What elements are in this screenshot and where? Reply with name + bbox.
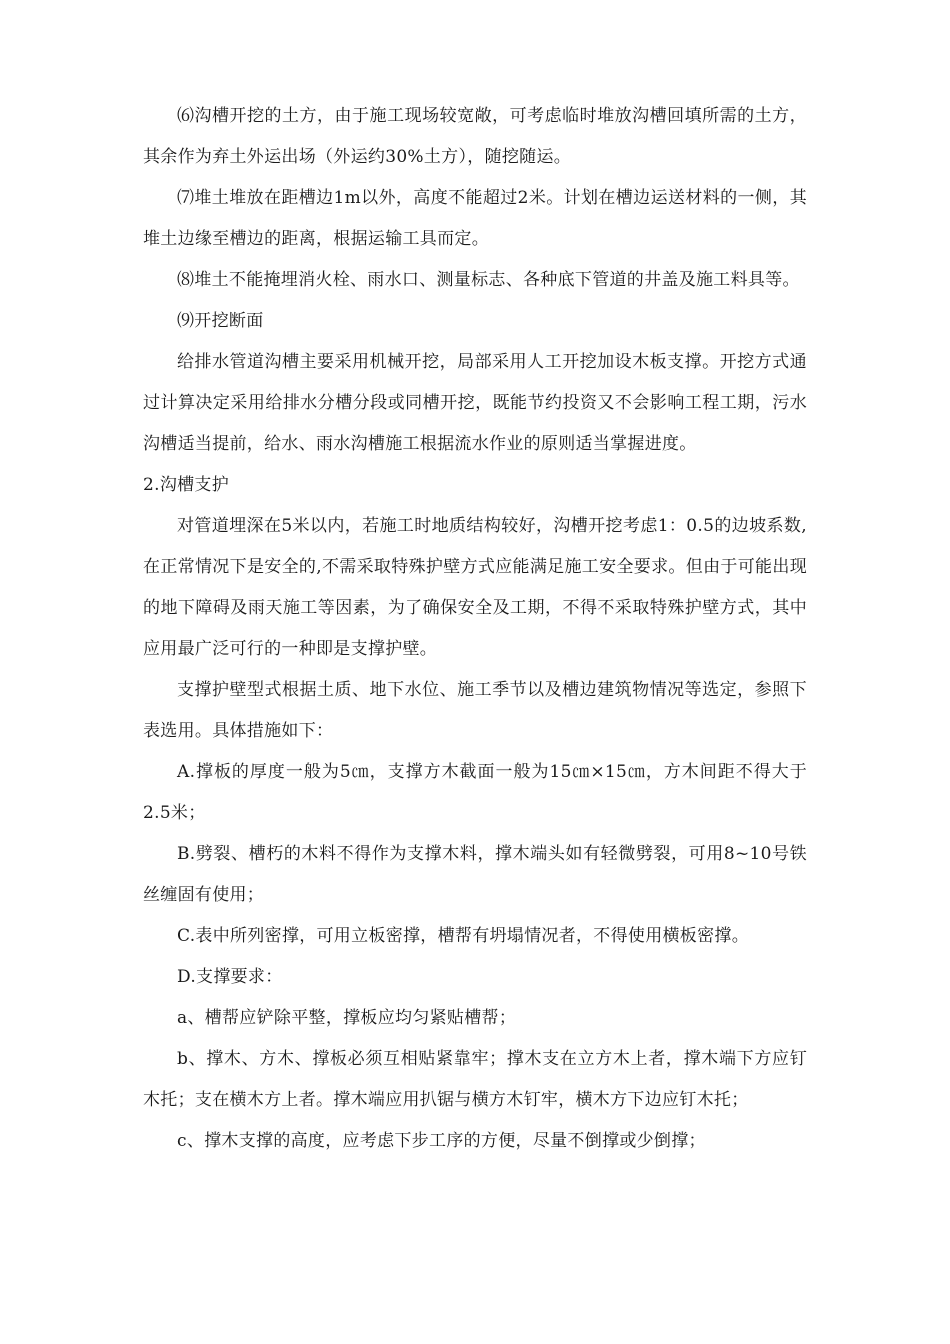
list-item-b: B.劈裂、槽朽的木料不得作为支撑木料，撑木端头如有轻微劈裂，可用8~10号铁丝缠固有使用； <box>143 844 807 905</box>
paragraph-support-overview: 对管道埋深在5米以内，若施工时地质结构较好，沟槽开挖考虑1：0.5的边坡系数,在正常情况下是安全的,不需采取特殊护壁方式应能满足施工安全要求。但由于可能出现的地下障碍及雨天施工等因素，为了确保安全及工期，不得不采取特殊护壁方式，其中应用最广泛可行的一种即是支撑护壁。 <box>143 516 807 659</box>
paragraph-support-types: 支撑护壁型式根据土质、地下水位、施工季节以及槽边建筑物情况等选定，参照下表选用。具体措施如下： <box>143 680 807 741</box>
paragraph-soil-restrictions: ⑻堆土不能掩埋消火栓、雨水口、测量标志、各种底下管道的井盖及施工料具等。 <box>177 270 800 290</box>
paragraph-excavation-section-title: ⑼开挖断面 <box>177 311 264 331</box>
section-heading-trench-support: 2.沟槽支护 <box>143 475 230 495</box>
document-body <box>143 96 807 1162</box>
list-item-a: A.撑板的厚度一般为5㎝，支撑方木截面一般为15㎝×15㎝，方木间距不得大于2.5米； <box>143 762 807 823</box>
paragraph-soil-stacking: ⑺堆土堆放在距槽边1m以外，高度不能超过2米。计划在槽边运送材料的一侧，其堆土边缘至槽边的距离，根据运输工具而定。 <box>143 188 807 249</box>
paragraph-excavation-method: 给排水管道沟槽主要采用机械开挖，局部采用人工开挖加设木板支撑。开挖方式通过计算决定采用给排水分槽分段或同槽开挖，既能节约投资又不会影响工程工期，污水沟槽适当提前，给水、雨水沟槽施工根据流水作业的原则适当掌握进度。 <box>143 352 807 454</box>
paragraph-excavated-soil: ⑹沟槽开挖的土方，由于施工现场较宽敞，可考虑临时堆放沟槽回填所需的土方，其余作为弃土外运出场（外运约30%土方），随挖随运。 <box>143 106 807 167</box>
sub-item-a: a、槽帮应铲除平整，撑板应均匀紧贴槽帮； <box>177 1008 517 1028</box>
sub-item-c: c、撑木支撑的高度，应考虑下步工序的方便，尽量不倒撑或少倒撑； <box>177 1131 706 1151</box>
list-item-d: D.支撑要求： <box>177 967 283 987</box>
sub-item-b: b、撑木、方木、撑板必须互相贴紧靠牢；撑木支在立方木上者，撑木端下方应钉木托；支在横木方上者。撑木端应用扒锯与横方木钉牢，横木方下边应钉木托； <box>143 1049 807 1110</box>
list-item-c: C.表中所列密撑，可用立板密撑，槽帮有坍塌情况者，不得使用横板密撑。 <box>177 926 750 946</box>
